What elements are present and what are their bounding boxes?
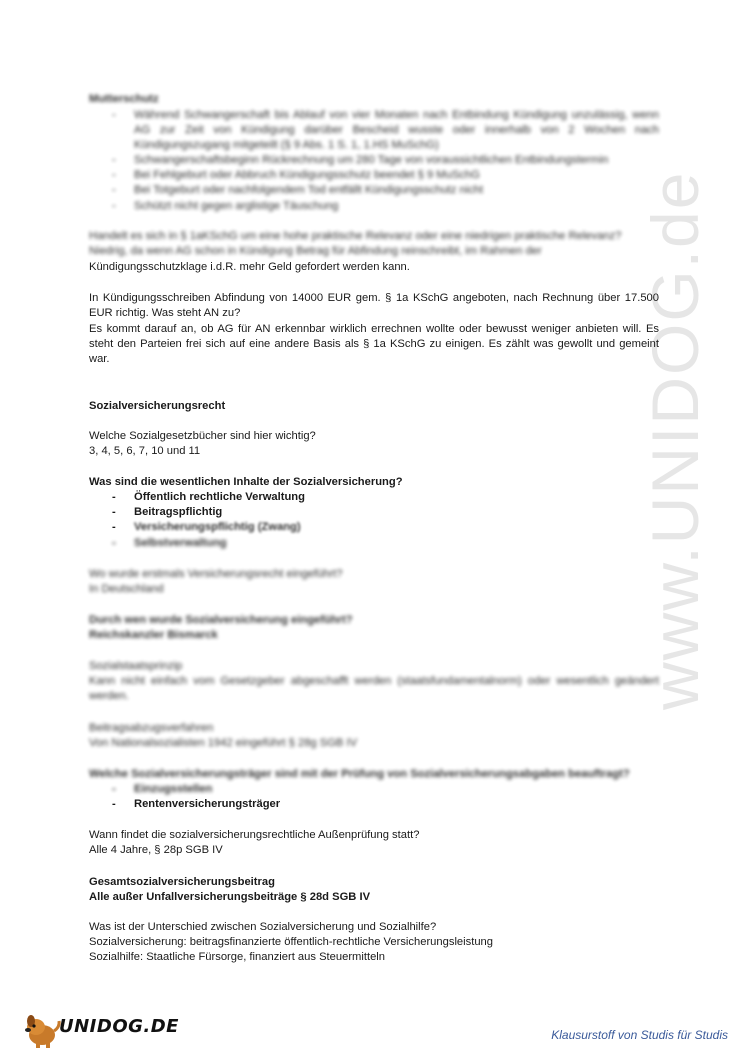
question-durch-wen: Durch wen wurde Sozialversicherung eingeführt? [89, 614, 353, 626]
bullet-dash: - [112, 184, 116, 196]
answer-beitragsabzug: Von Nationalsozialisten 1942 eingeführt § 28g SGB IV [89, 737, 358, 749]
list-item: Rentenversicherungsträger [134, 798, 281, 810]
answer-relevanz-visible: Kündigungsschutzklage i.d.R. mehr Geld gefordert werden kann. [89, 261, 410, 273]
bullet-dash: - [112, 200, 116, 212]
bullet-dash: - [112, 169, 116, 181]
heading-mutterschutz: Mutterschutz [89, 93, 159, 105]
dog-icon [22, 1013, 62, 1049]
answer-abfindung: Es kommt darauf an, ob AG für AN erkennbar wirklich errechnen wollte oder bewusst weniger anbieten will. Es steht den Parteien frei sich auf eine andere Basis als § 1a KSchG zu einigen. Es zählt was gewollt und gemeint war. [89, 323, 659, 365]
bullet-dash: - [112, 798, 116, 810]
answer-gesamtsozial: Alle außer Unfallversicherungsbeiträge § 28d SGB IV [89, 891, 371, 903]
list-item: Selbstverwaltung [134, 537, 227, 549]
list-item: Öffentlich rechtliche Verwaltung [134, 491, 305, 503]
heading-sozialstaatsprinzip: Sozialstaatsprinzip [89, 660, 183, 672]
heading-sozialversicherungsrecht: Sozialversicherungsrecht [89, 400, 226, 412]
list-item: Einzugsstellen [134, 783, 213, 795]
unidog-logo [22, 1013, 182, 1049]
bullet-text: Schützt nicht gegen arglistige Täuschung [134, 200, 339, 212]
heading-gesamtsozial: Gesamtsozialversicherungsbeitrag [89, 876, 275, 888]
logo-text: UNIDOG.DE [59, 1016, 179, 1037]
bullet-dash: - [112, 506, 116, 518]
question-abfindung: In Kündigungsschreiben Abfindung von 14000 EUR gem. § 1a KSchG angeboten, nach Rechnung über 17.500 EUR richtig. Was steht AN zu? [89, 292, 659, 319]
answer-erstmals: In Deutschland [89, 583, 164, 595]
answer-relevanz-blurred: Niedrig, da wenn AG schon in Kündigung Betrag für Abfindung reinschreibt, im Rahmen der [89, 245, 542, 257]
bullet-text: Bei Totgeburt oder nachfolgendem Tod entfällt Kündigungsschutz nicht [134, 184, 484, 196]
bullet-text: Bei Fehlgeburt oder Abbruch Kündigungsschutz beendet § 9 MuSchG [134, 169, 480, 181]
question-inhalte: Was sind die wesentlichen Inhalte der Sozialversicherung? [89, 476, 403, 488]
bullet-dash: - [112, 154, 116, 166]
bullet-text: Schwangerschaftsbeginn Rückrechnung um 280 Tage von voraussichtlichen Entbindungstermin [134, 154, 609, 166]
question-relevanz: Handelt es sich in § 1aKSchG um eine hohe praktische Relevanz oder eine niedrigen praktische Relevanz? [89, 230, 622, 242]
list-item: Beitragspflichtig [134, 506, 223, 518]
bullet-text: Während Schwangerschaft bis Ablauf von vier Monaten nach Entbindung Kündigung unzulässig, wenn AG zur Zeit von Kündigung darüber Bescheid wusste oder innerhalb von 2 Wochen nach Kündigungszugang mitgeteilt (§ 9 Abs. 1 S. 1, 1.HS MuSchG) [134, 109, 659, 151]
answer-sozialstaatsprinzip: Kann nicht einfach vom Gesetzgeber abgeschafft werden (staatsfundamentalnorm) oder wesentlich geändert werden. [89, 675, 659, 702]
question-aussenpruefung: Wann findet die sozialversicherungsrechtliche Außenprüfung statt? [89, 829, 420, 841]
answer-sozialhilfe: Sozialhilfe: Staatliche Fürsorge, finanziert aus Steuermitteln [89, 951, 385, 963]
bullet-dash: - [112, 491, 116, 503]
bullet-dash: - [112, 109, 116, 121]
question-traeger: Welche Sozialversicherungsträger sind mit der Prüfung von Sozialversicherungsabgaben beauftragt? [89, 768, 630, 780]
footer-slogan: Klausurstoff von Studis für Studis [551, 1028, 728, 1042]
answer-aussenpruefung: Alle 4 Jahre, § 28p SGB IV [89, 844, 223, 856]
watermark-text: www.UNIDOG.de [638, 170, 712, 710]
question-unterschied: Was ist der Unterschied zwischen Sozialversicherung und Sozialhilfe? [89, 921, 437, 933]
answer-durch-wen: Reichskanzler Bismarck [89, 629, 218, 641]
question-erstmals: Wo wurde erstmals Versicherungsrecht eingeführt? [89, 568, 343, 580]
answer-sozialversicherung: Sozialversicherung: beitragsfinanzierte öffentlich-rechtliche Versicherungsleistung [89, 936, 494, 948]
question-gesetzbuecher: Welche Sozialgesetzbücher sind hier wichtig? [89, 430, 316, 442]
bullet-dash: - [112, 521, 116, 533]
list-item: Versicherungspflichtig (Zwang) [134, 521, 301, 533]
bullet-dash: - [112, 537, 116, 549]
bullet-dash: - [112, 783, 116, 795]
answer-gesetzbuecher: 3, 4, 5, 6, 7, 10 und 11 [89, 445, 201, 457]
heading-beitragsabzug: Beitragsabzugsverfahren [89, 722, 214, 734]
